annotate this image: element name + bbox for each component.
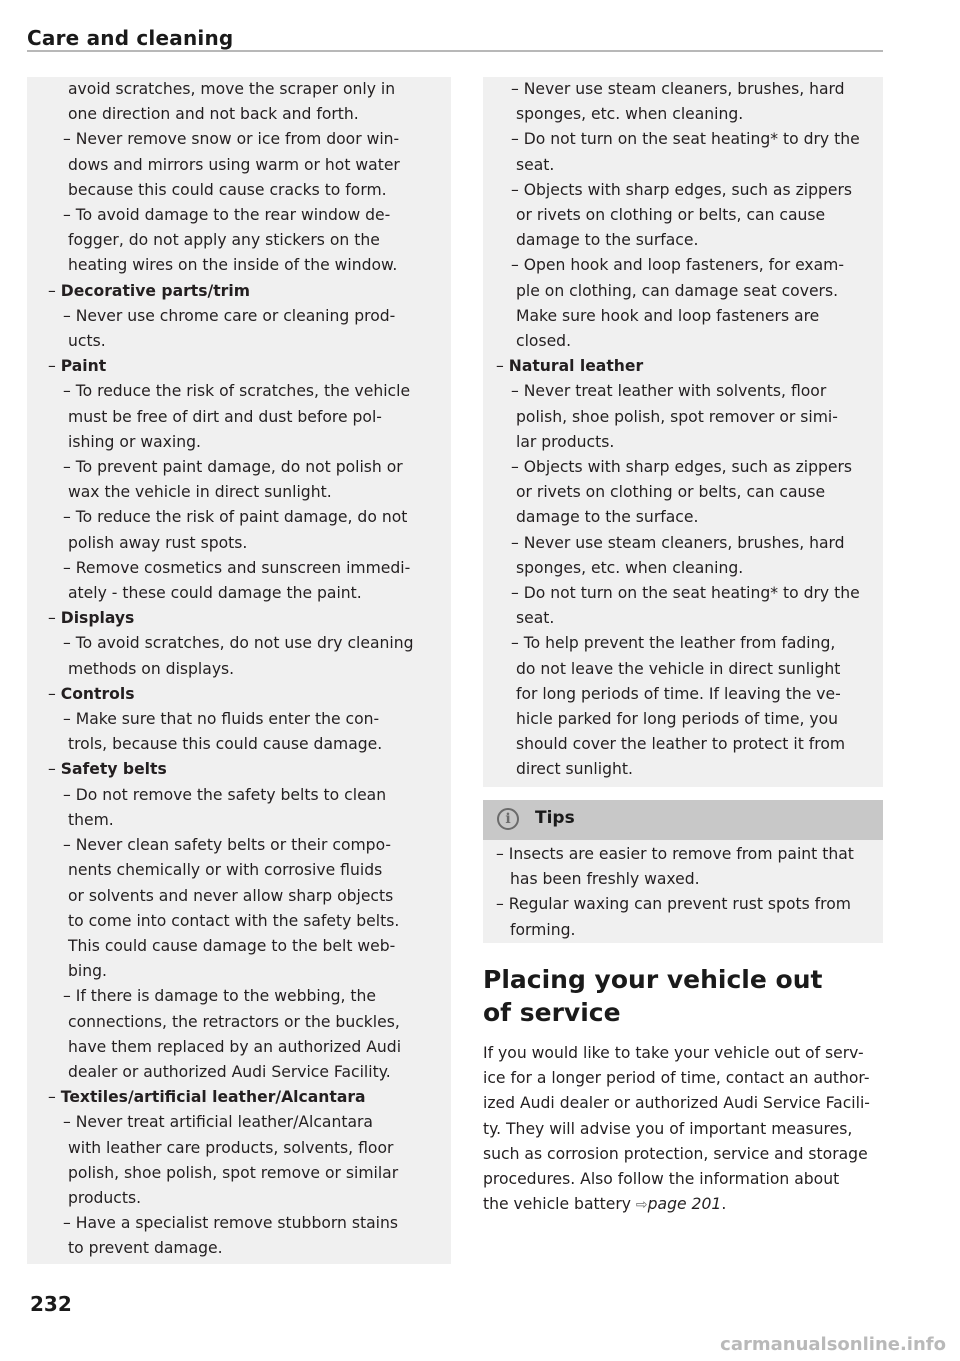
- text-line: [48, 203, 440, 228]
- line-text: – To avoid scratches, do not use dry cleaning: [63, 634, 414, 653]
- line-text: – Remove cosmetics and sunscreen immedi-: [63, 558, 411, 577]
- text-line: [48, 682, 440, 707]
- line-text: direct sunlight.: [516, 760, 633, 779]
- line-text: bing.: [68, 962, 107, 981]
- text-line: [496, 480, 874, 505]
- line-text: Make sure hook and loop fasteners are: [516, 306, 820, 325]
- line-text: connections, the retractors or the buckles,: [68, 1012, 400, 1031]
- line-text: ple on clothing, can damage seat covers.: [516, 281, 839, 300]
- line-text: – Do not remove the safety belts to clean: [63, 785, 387, 804]
- section-body-line: ice for a longer period of time, contact an author-: [483, 1069, 870, 1088]
- line-text: –: [48, 684, 61, 703]
- line-text: –: [496, 357, 509, 376]
- text-line: [48, 959, 440, 984]
- text-line: [48, 657, 440, 682]
- line-text: damage to the surface.: [516, 231, 699, 250]
- line-text: dows and mirrors using warm or hot water: [68, 155, 400, 174]
- line-text: or rivets on clothing or belts, can cause: [516, 206, 826, 225]
- subheading: Controls: [60, 684, 135, 703]
- line-text: damage to the surface.: [516, 508, 699, 527]
- page-header-title: Care and cleaning: [27, 26, 234, 50]
- subheading: Decorative parts/trim: [60, 281, 250, 300]
- text-line: [48, 430, 440, 455]
- line-text: – Make sure that no fluids enter the con-: [63, 710, 380, 729]
- line-text: polish, shoe polish, spot remover or simi-: [516, 407, 838, 426]
- line-text: to come into contact with the safety belts.: [68, 911, 400, 930]
- line-text: sponges, etc. when cleaning.: [516, 105, 744, 124]
- text-line: [496, 867, 874, 892]
- line-text: seat.: [516, 155, 555, 174]
- text-line: [496, 430, 874, 455]
- line-text: – Have a specialist remove stubborn stains: [63, 1214, 399, 1233]
- text-line: [496, 203, 874, 228]
- text-line: [496, 77, 874, 102]
- line-text: them.: [68, 810, 114, 829]
- line-text: – To reduce the risk of paint damage, do not: [63, 508, 408, 527]
- text-line: [48, 1010, 440, 1035]
- line-text: – Insects are easier to remove from paint that: [496, 845, 854, 863]
- header-divider: [27, 50, 883, 52]
- text-line: [48, 707, 440, 732]
- text-line: [48, 304, 440, 329]
- line-text: This could cause damage to the belt web-: [68, 936, 396, 955]
- line-text: must be free of dirt and dust before pol-: [68, 407, 382, 426]
- line-text: – Open hook and loop fasteners, for exam-: [511, 256, 844, 275]
- line-text: – Objects with sharp edges, such as zippers: [511, 180, 853, 199]
- text-line: [48, 934, 440, 959]
- line-text: – Never use chrome care or cleaning prod-: [63, 306, 396, 325]
- section-title-line: of service: [483, 998, 621, 1027]
- text-line: [496, 581, 874, 606]
- left-column-text: [48, 77, 440, 1262]
- text-line: [48, 279, 440, 304]
- text-line: [496, 682, 874, 707]
- line-text: – To prevent paint damage, do not polish or: [63, 458, 403, 477]
- line-text: or solvents and never allow sharp objects: [68, 886, 394, 905]
- section-body-line: [483, 1192, 883, 1218]
- text-line: [48, 783, 440, 808]
- line-text: – If there is damage to the webbing, the: [63, 987, 376, 1006]
- text-line: [496, 757, 874, 782]
- line-text: lar products.: [516, 432, 615, 451]
- text-line: [48, 253, 440, 278]
- subheading: Displays: [60, 609, 135, 628]
- text-line: [496, 253, 874, 278]
- tips-title: Tips: [535, 808, 575, 828]
- line-text: or rivets on clothing or belts, can cause: [516, 483, 826, 502]
- text-line: [496, 304, 874, 329]
- line-text: seat.: [516, 609, 555, 628]
- text-line: [48, 909, 440, 934]
- text-line: [496, 279, 874, 304]
- line-text: should cover the leather to protect it from: [516, 735, 846, 754]
- text-line: [48, 1236, 440, 1261]
- text-line: [48, 77, 440, 102]
- text-line: [48, 808, 440, 833]
- text-line: [48, 884, 440, 909]
- page-number: 232: [30, 1292, 72, 1316]
- text-line: [496, 732, 874, 757]
- text-line: [48, 505, 440, 530]
- line-text: one direction and not back and forth.: [68, 105, 359, 124]
- text-line: [496, 127, 874, 152]
- text-line: [48, 1211, 440, 1236]
- section-title-line: Placing your vehicle out: [483, 965, 823, 994]
- line-text: methods on displays.: [68, 659, 235, 678]
- line-text: ately - these could damage the paint.: [68, 584, 362, 603]
- text-line: [496, 657, 874, 682]
- section-title: [483, 963, 883, 1029]
- text-line: [48, 455, 440, 480]
- text-line: [48, 1161, 440, 1186]
- line-text: –: [48, 609, 61, 628]
- text-line: [48, 480, 440, 505]
- section-body-line: ized Audi dealer or authorized Audi Service Facili-: [483, 1094, 870, 1113]
- line-text: ucts.: [68, 332, 106, 351]
- line-text: – Never remove snow or ice from door win-: [63, 130, 400, 149]
- line-text: products.: [68, 1188, 142, 1207]
- text-line: [48, 1085, 440, 1110]
- section-body-line: If you would like to take your vehicle out of serv-: [483, 1044, 864, 1062]
- line-text: because this could cause cracks to form.: [68, 180, 387, 199]
- text-line: [48, 1136, 440, 1161]
- line-text: – To avoid damage to the rear window de-: [63, 206, 391, 225]
- line-text: nents chemically or with corrosive fluids: [68, 861, 383, 880]
- text-line: [496, 892, 874, 917]
- arrow-right-icon: ⇨: [635, 1197, 648, 1214]
- section-body: [483, 1041, 883, 1218]
- subheading: Natural leather: [508, 357, 644, 376]
- line-text: with leather care products, solvents, floor: [68, 1138, 394, 1157]
- line-text: has been freshly waxed.: [510, 870, 700, 889]
- line-text: dealer or authorized Audi Service Facility.: [68, 1062, 391, 1081]
- line-text: – Never treat artificial leather/Alcantara: [63, 1113, 373, 1132]
- line-text: – Never use steam cleaners, brushes, hard: [511, 533, 845, 552]
- line-text: –: [48, 281, 61, 300]
- text-line: [48, 1035, 440, 1060]
- text-line: [496, 631, 874, 656]
- text-line: [496, 606, 874, 631]
- text-line: [48, 631, 440, 656]
- line-text: do not leave the vehicle in direct sunlight: [516, 659, 841, 678]
- subheading: Safety belts: [60, 760, 167, 779]
- line-text: for long periods of time. If leaving the ve-: [516, 684, 841, 703]
- line-text: – Do not turn on the seat heating* to dry the: [511, 130, 860, 149]
- section-body-line: procedures. Also follow the information about: [483, 1170, 840, 1189]
- text-line: [496, 379, 874, 404]
- line-text: – Objects with sharp edges, such as zippers: [511, 458, 853, 477]
- text-line: [496, 102, 874, 127]
- text-line: [496, 505, 874, 530]
- text-line: [48, 405, 440, 430]
- subheading: Paint: [60, 357, 107, 376]
- text-line: [48, 606, 440, 631]
- watermark: carmanualsonline.info: [720, 1334, 946, 1355]
- line-text: – Never clean safety belts or their compo-: [63, 836, 392, 855]
- text-line: [48, 1060, 440, 1085]
- line-text: – Never treat leather with solvents, floor: [511, 382, 827, 401]
- text-line: [48, 153, 440, 178]
- text-line: [48, 1110, 440, 1135]
- text-line: [496, 178, 874, 203]
- line-text: to prevent damage.: [68, 1239, 223, 1258]
- line-text: forming.: [510, 920, 576, 939]
- text-line: [48, 531, 440, 556]
- text-line: [496, 455, 874, 480]
- text-line: [48, 1186, 440, 1211]
- line-text: sponges, etc. when cleaning.: [516, 558, 744, 577]
- text-line: [48, 556, 440, 581]
- text-line: [48, 581, 440, 606]
- text-line: [496, 405, 874, 430]
- line-text: – Regular waxing can prevent rust spots from: [496, 895, 851, 914]
- text-line: [496, 354, 874, 379]
- section-body-line: ty. They will advise you of important measures,: [483, 1119, 853, 1138]
- text-line: [48, 102, 440, 127]
- text-line: [48, 757, 440, 782]
- line-text: –: [48, 1088, 61, 1107]
- info-icon: i: [497, 808, 519, 830]
- line-text: have them replaced by an authorized Audi: [68, 1037, 402, 1056]
- text-line: [496, 228, 874, 253]
- line-text: polish, shoe polish, spot remove or similar: [68, 1163, 399, 1182]
- text-line: [48, 732, 440, 757]
- section-body-line: such as corrosion protection, service and storage: [483, 1144, 868, 1163]
- text-line: [48, 228, 440, 253]
- text-line: [496, 707, 874, 732]
- tips-text: [496, 842, 874, 943]
- line-text: ishing or waxing.: [68, 432, 201, 451]
- text-line: [496, 153, 874, 178]
- line-text: heating wires on the inside of the window.: [68, 256, 398, 275]
- page-reference-link[interactable]: page 201: [647, 1195, 722, 1214]
- text-line: [48, 858, 440, 883]
- line-text: – To help prevent the leather from fading,: [511, 634, 836, 653]
- text-line: [496, 329, 874, 354]
- line-text: – To reduce the risk of scratches, the vehicle: [63, 382, 411, 401]
- line-text: hicle parked for long periods of time, you: [516, 710, 839, 729]
- text-line: [496, 842, 874, 867]
- section-body-text: the vehicle battery: [483, 1195, 636, 1214]
- line-text: –: [48, 357, 61, 376]
- text-line: [496, 918, 874, 943]
- line-text: fogger, do not apply any stickers on the: [68, 231, 380, 250]
- line-text: –: [48, 760, 61, 779]
- text-line: [48, 127, 440, 152]
- line-text: – Never use steam cleaners, brushes, hard: [511, 80, 845, 98]
- line-text: closed.: [516, 332, 572, 351]
- text-line: [48, 329, 440, 354]
- text-line: [48, 379, 440, 404]
- text-line: [496, 531, 874, 556]
- text-line: [48, 833, 440, 858]
- line-text: trols, because this could cause damage.: [68, 735, 383, 754]
- line-text: wax the vehicle in direct sunlight.: [68, 483, 332, 502]
- right-column-text: [496, 77, 874, 783]
- text-line: [48, 354, 440, 379]
- subheading: Textiles/artificial leather/Alcantara: [60, 1088, 366, 1107]
- text-line: [496, 556, 874, 581]
- line-text: avoid scratches, move the scraper only in: [68, 80, 396, 98]
- line-text: polish away rust spots.: [68, 533, 248, 552]
- text-line: [48, 178, 440, 203]
- line-text: – Do not turn on the seat heating* to dry the: [511, 584, 860, 603]
- section-body-text: .: [721, 1195, 727, 1214]
- text-line: [48, 984, 440, 1009]
